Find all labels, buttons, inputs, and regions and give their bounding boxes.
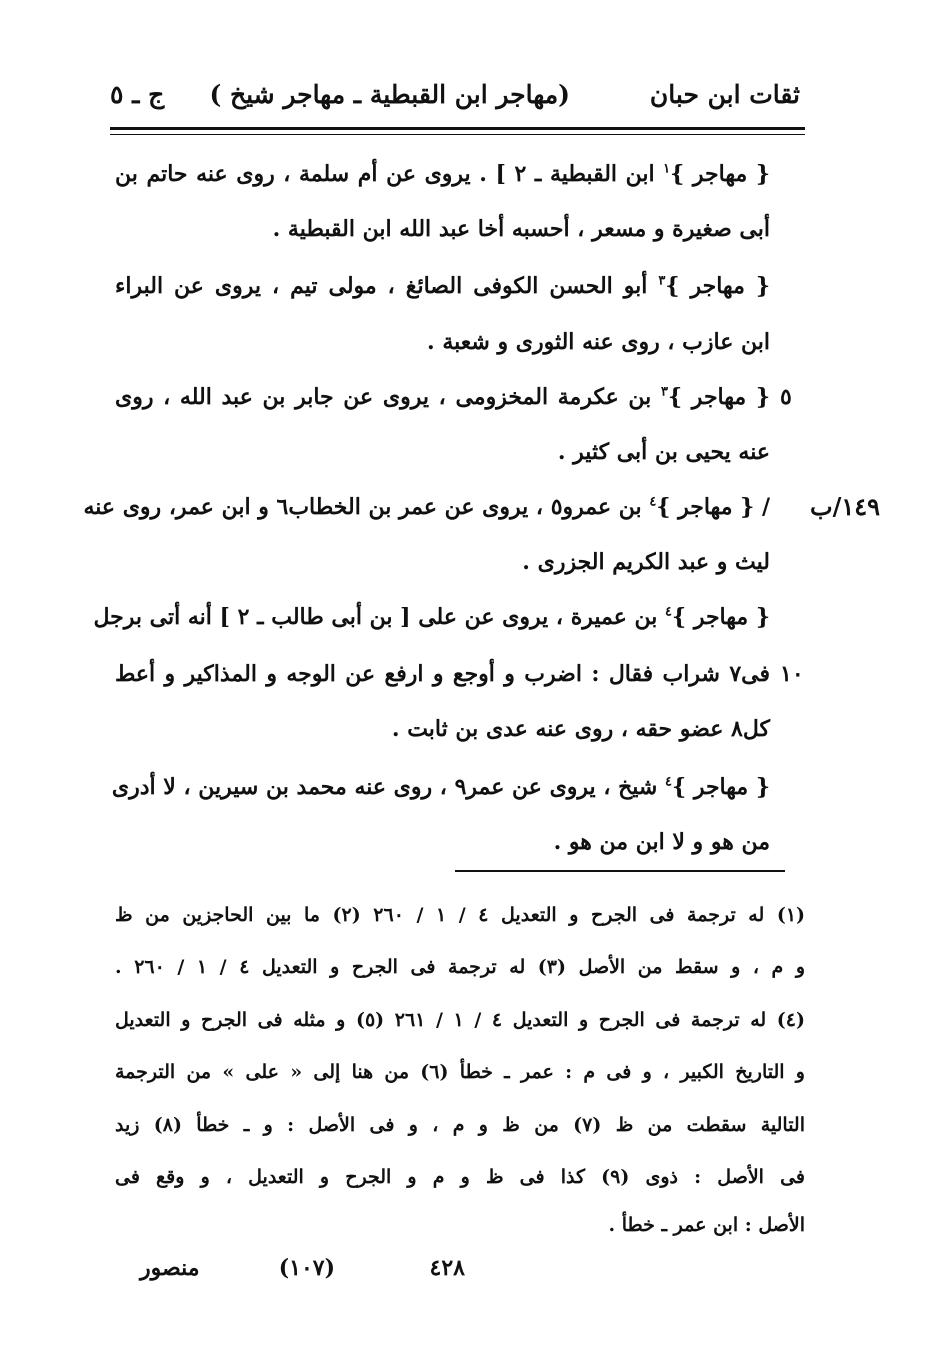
section-title: (مهاجر ابن القبطية ـ مهاجر شيخ ) [209, 80, 570, 109]
body-line-13: من هو و لا ابن من هو . [553, 829, 770, 855]
body-line-8: ليث و عبد الكريم الجزرى . [522, 549, 770, 575]
footnote-line-1: (١) له ترجمة فى الجرح و التعديل ٤ / ١ / ٢٦٠ (٢) ما بين الحاجزين من ظ [115, 904, 806, 926]
sheet-number: (١٠٧) [278, 1255, 335, 1281]
body-line-4: ابن عازب ، روى عنه الثورى و شعبة . [427, 329, 770, 355]
body-line-3: { مهاجر }$^٣$ أبو الحسن الكوفى الصائغ ، مولى تيم ، يروى عن البراء [115, 273, 770, 299]
line-number-10: ١٠ [780, 661, 804, 687]
footnote-line-6: فى الأصل : ذوى (٩) كذا فى ظ و م و الجرح و التعديل ، و وقع فى [115, 1166, 805, 1188]
volume-label: ج ـ ٥ [110, 80, 165, 109]
body-line-7: / { مهاجر }$^٤$ بن عمرو٥ ، يروى عن عمر بن الخطاب٦ و ابن عمر، روى عنه [83, 494, 770, 520]
footnote-separator [455, 870, 785, 872]
body-line-5: { مهاجر }$^٣$ بن عكرمة المخزومى ، يروى عن جابر بن عبد الله ، روى [115, 384, 770, 410]
header-rule-thin [110, 134, 805, 135]
body-line-10: فى٧ شراب فقال : اضرب و أوجع و ارفع عن الوجه و المذاكير و أعط [115, 661, 770, 687]
printer-name: منصور [140, 1255, 200, 1281]
footnote-line-7: الأصل : ابن عمر ـ خطأ . [608, 1214, 805, 1236]
line-number-5: ٥ [780, 384, 792, 410]
footnote-line-5: التالية سقطت من ظ (٧) من ظ و م ، و فى الأصل : و ـ خطأ (٨) زيد [115, 1114, 805, 1136]
footnote-line-4: و التاريخ الكبير ، و فى م : عمر ـ خطأ (٦) من هنا إلى « على » من الترجمة [115, 1061, 805, 1083]
footnote-line-3: (٤) له ترجمة فى الجرح و التعديل ٤ / ١ / ٢٦١ (٥) و مثله فى الجرح و التعديل [115, 1009, 806, 1031]
body-line-12: { مهاجر }$^٤$ شيخ ، يروى عن عمر٩ ، روى عنه محمد بن سيرين ، لا أدرى [111, 774, 770, 800]
footnote-line-2: و م ، و سقط من الأصل (٣) له ترجمة فى الجرح و التعديل ٤ / ١ / ٢٦٠ . [115, 956, 806, 978]
body-line-1: { مهاجر }$^١$ ابن القبطية ـ ٢ ] . يروى عن أم سلمة ، روى عنه حاتم بن [115, 161, 770, 187]
page-footer [110, 1255, 800, 1295]
running-header [110, 80, 800, 120]
book-title: ثقات ابن حبان [649, 80, 800, 109]
body-line-6: عنه يحيى بن أبى كثير . [557, 439, 770, 465]
folio-margin-note: ١٤٩/ب [810, 492, 881, 521]
body-line-11: كل٨ عضو حقه ، روى عنه عدى بن ثابت . [391, 716, 770, 742]
page-number: ٤٢٨ [429, 1255, 465, 1281]
body-line-9: { مهاجر }$^٤$ بن عميرة ، يروى عن على [ بن أبى طالب ـ ٢ ] أنه أتى برجل [93, 604, 770, 630]
body-line-2: أبى صغيرة و مسعر ، أحسبه أخا عبد الله ابن القبطية . [272, 216, 770, 242]
header-rule-thick [110, 127, 805, 130]
